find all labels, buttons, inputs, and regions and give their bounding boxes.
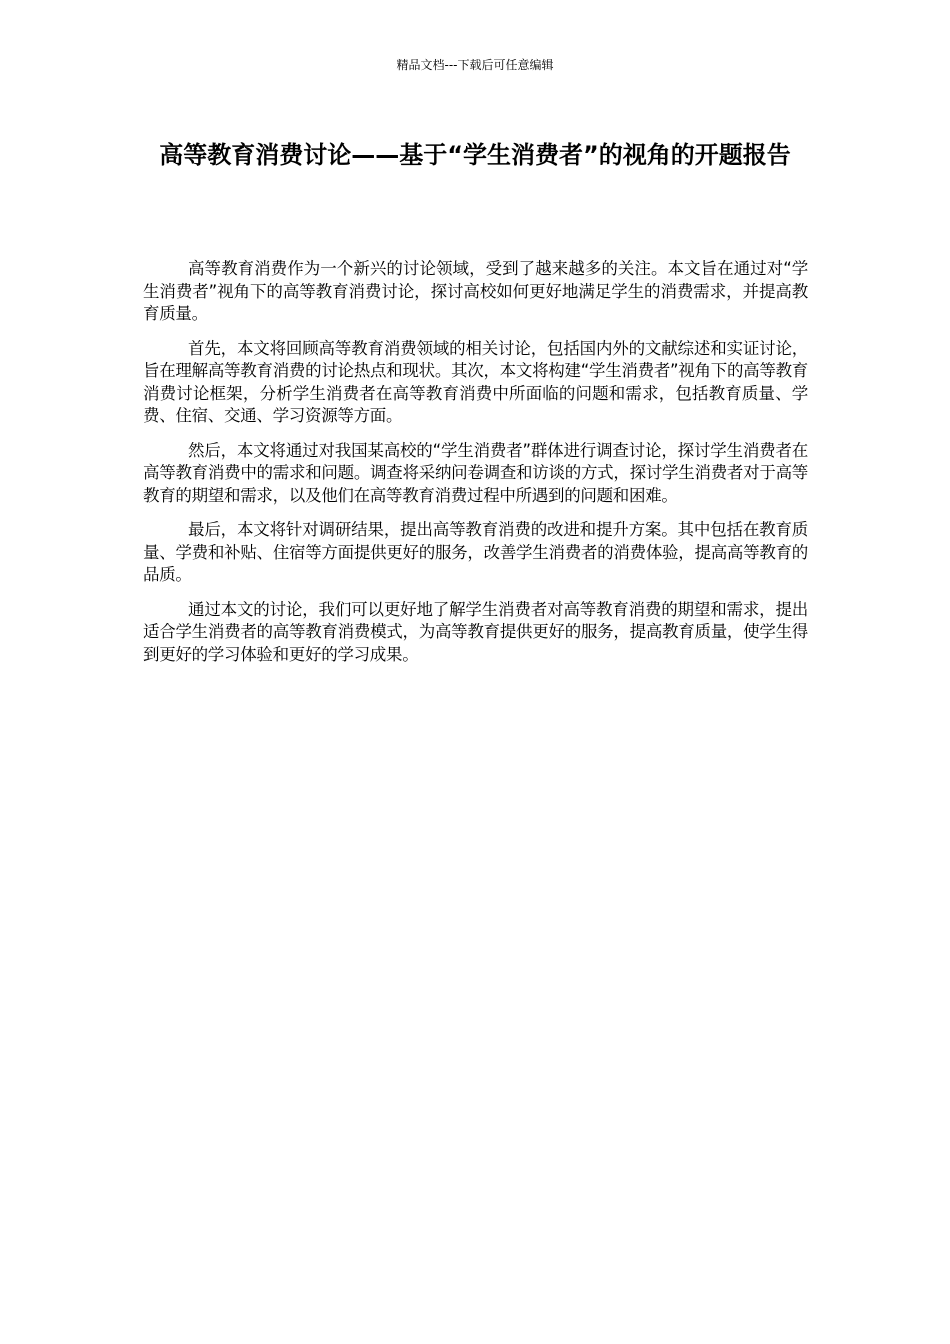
paragraph-4: 最后，本文将针对调研结果，提出高等教育消费的改进和提升方案。其中包括在教育质量、学费和补贴、住宿等方面提供更好的服务，改善学生消费者的消费体验，提高高等教育的品质。 [143,520,808,584]
paragraph-5: 通过本文的讨论，我们可以更好地了解学生消费者对高等教育消费的期望和需求，提出适合学生消费者的高等教育消费模式，为高等教育提供更好的服务，提高教育质量，使学生得到更好的学习体验和更好的学习成果。 [143,599,808,664]
paragraph-3: 然后，本文将通过对我国某高校的“学生消费者”群体进行调查讨论，探讨学生消费者在高等教育消费中的需求和问题。调查将采纳问卷调查和访谈的方式，探讨学生消费者对于高等教育的期望和需求，以及他们在高等教育消费过程中所遇到的问题和困难。 [143,440,808,505]
paragraph-1: 高等教育消费作为一个新兴的讨论领域，受到了越来越多的关注。本文旨在通过对“学生消费者”视角下的高等教育消费讨论，探讨高校如何更好地满足学生的消费需求，并提高教育质量。 [143,259,808,323]
header-note: 精品文档---下载后可任意编辑 [396,58,554,72]
paragraph-2: 首先，本文将回顾高等教育消费领域的相关讨论，包括国内外的文献综述和实证讨论，旨在理解高等教育消费的讨论热点和现状。其次，本文将构建“学生消费者”视角下的高等教育消费讨论框架，分析学生消费者在高等教育消费中所面临的问题和需求，包括教育质量、学费、住宿、交通、学习资源等方面。 [143,338,808,425]
document-body [143,258,808,678]
document-title: 高等教育消费讨论——基于“学生消费者”的视角的开题报告 [159,141,791,169]
